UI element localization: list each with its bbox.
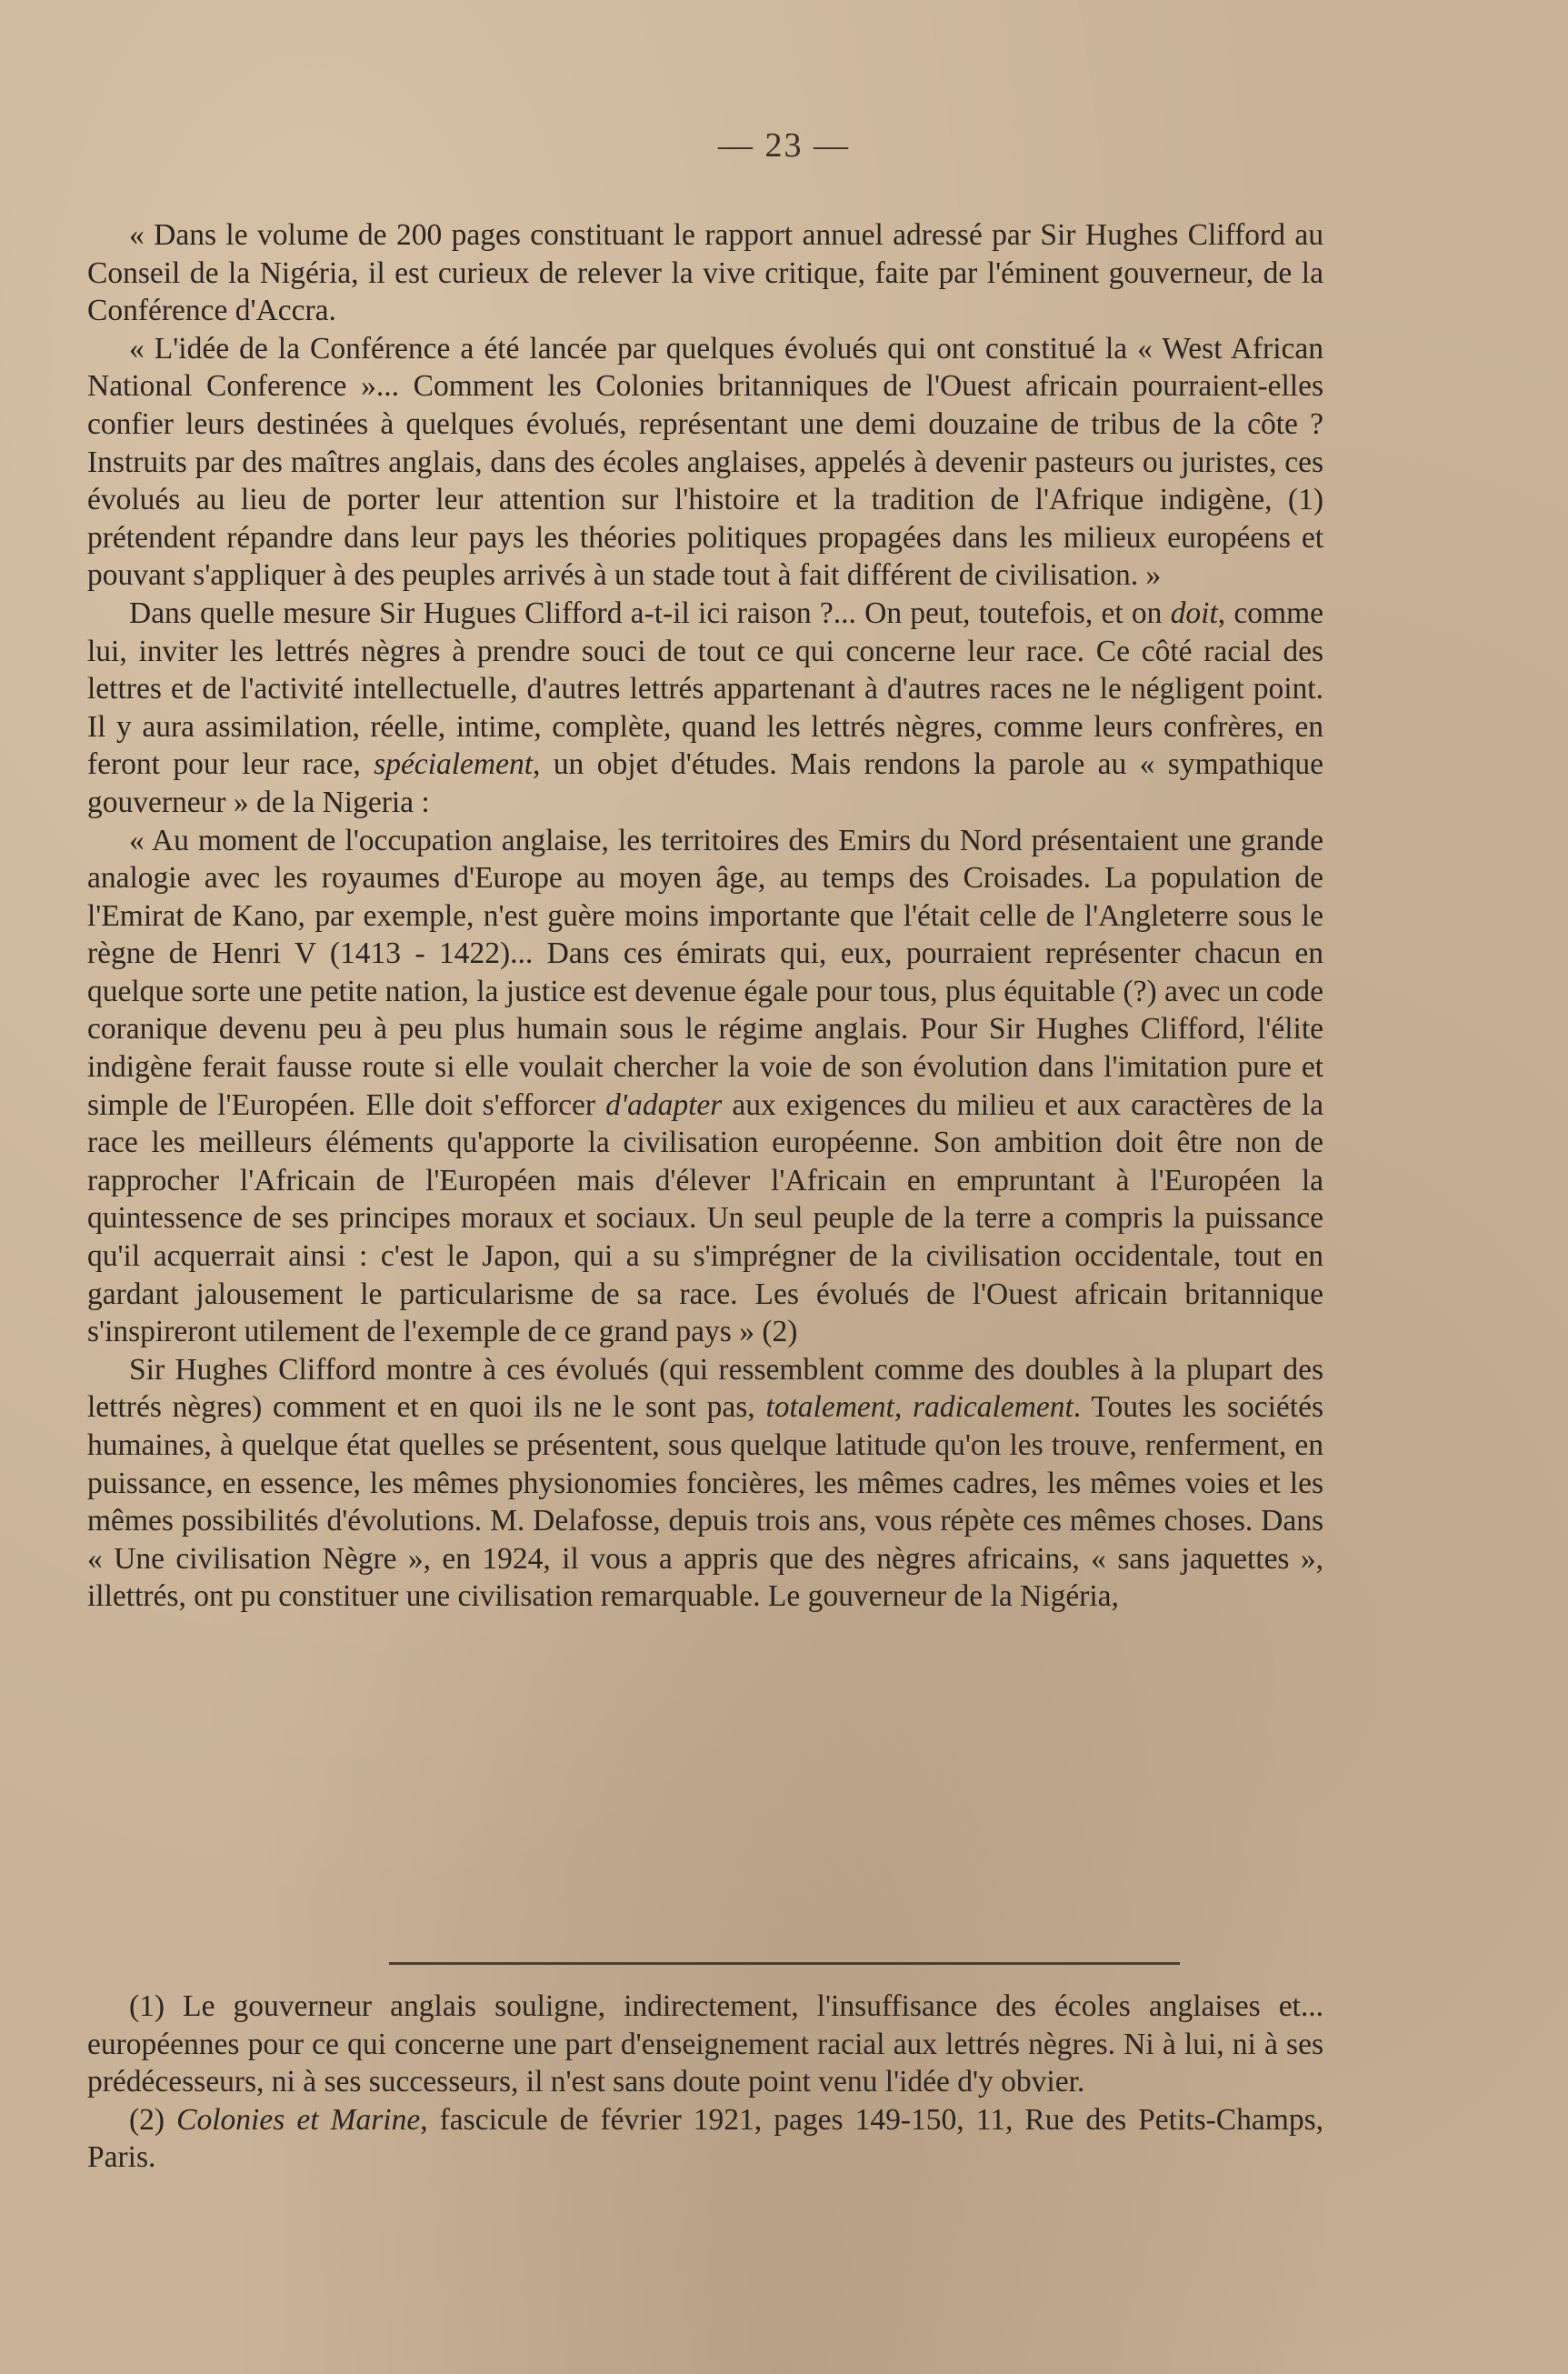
paragraph-delafosse	[87, 1351, 1323, 1616]
text-span: (2)	[129, 2102, 177, 2137]
footnotes	[87, 1988, 1323, 2177]
text-span: , fascicule de février 1921, pages 149-150, 11, Rue des Petits-Champs, Paris.	[87, 2102, 1323, 2175]
text-span: . Toutes les sociétés humaines, à quelque état quelles se présentent, sous quelque latitude qu'on les trouve, renferment, en puissance, en essence, les mêmes physionomies foncières, les mêmes cadres, les mêmes voies et les mêmes possibilités d'évolutions. M. Delafosse, depuis trois ans, vous répète ces mêmes choses. Dans « Une civilisation Nègre », en 1924, il vous a appris que des nègres africains, « sans jaquettes », illettrés, ont pu constituer une civilisation remarquable. Le gouverneur de la Nigéria,	[87, 1390, 1324, 1614]
emphasis: spécialement	[374, 747, 534, 782]
text-span: « Au moment de l'occupation anglaise, les territoires des Emirs du Nord présentaient une grande analogie avec les royaumes d'Europe au moyen âge, au temps des Croisades. La population de l'Emirat de Kano, par exemple, n'est guère moins importante que l'était celle de l'Angleterre sous le règne de Henri V (1413 - 1422)... Dans ces émirats qui, eux, pourraient représenter chacun en quelque sorte une petite nation, la justice est devenue égale pour tous, plus équitable (?) avec un code coranique devenu peu à peu plus humain sous le régime anglais. Pour Sir Hughes Clifford, l'élite indigène ferait fausse route si elle voulait chercher la voie de son évolution dans l'imitation pure et simple de l'Européen. Elle doit s'efforcer	[87, 823, 1323, 1122]
main-text	[87, 216, 1323, 1616]
footnote-divider	[389, 1962, 1180, 1965]
emphasis: d'adapter	[605, 1087, 723, 1122]
paragraph-conference-quote: « L'idée de la Conférence a été lancée par quelques évolués qui ont constitué la « West African National Conference »... Comment les Colonies britanniques de l'Ouest africain pourraient-elles confier leurs destinées à quelques évolués, représentant une demi douzaine de tribus de la côte ? Instruits par des maîtres anglais, dans des écoles anglaises, appelés à devenir pasteurs ou juristes, ces évolués au lieu de porter leur attention sur l'histoire et la tradition de l'Afrique indigène, (1) prétendent répandre dans leur pays les théories politiques propagées dans les milieux européens et pouvant s'appliquer à des peuples arrivés à un stade tout à fait différent de civilisation. »	[87, 331, 1323, 593]
emphasis: Colonies et Marine	[176, 2102, 421, 2137]
text-span: Dans quelle mesure Sir Hugues Clifford a-t-il ici raison ?... On peut, toutefois, et on	[129, 596, 1171, 630]
text-span: Sir Hughes Clifford montre à ces évolués (qui ressemblent comme des doubles à la plupart des lettrés nègres) comment et en quoi ils ne le sont pas,	[87, 1352, 1323, 1425]
footnote-2	[87, 2101, 1323, 2177]
paragraph-author-commentary	[87, 595, 1323, 822]
text-span: , un objet d'études. Mais rendons la parole au « sympathique gouverneur » de la Nigeria :	[87, 747, 1323, 819]
page-number: — 23 —	[718, 126, 850, 165]
emphasis: doit	[1170, 596, 1218, 630]
emphasis: totalement, radicalement	[765, 1390, 1074, 1425]
text-span: , comme lui, inviter les lettrés nègres à prendre souci de tout ce qui concerne leur race. Ce côté racial des lettres et de l'activité intellectuelle, d'autres lettrés appartenant à d'autres races ne le négligent point. Il y aura assimilation, réelle, intime, complète, quand les lettrés nègres, comme leurs confrères, en feront pour leur race,	[87, 596, 1323, 782]
footnote-1: (1) Le gouverneur anglais souligne, indirectement, l'insuffisance des écoles anglaises et... européennes pour ce qui concerne une part d'enseignement racial aux lettrés nègres. Ni à lui, ni à ses prédécesseurs, ni à ses successeurs, il n'est sans doute point venu l'idée d'y obvier.	[87, 1989, 1323, 2099]
paragraph-emirates-quote	[87, 822, 1323, 1351]
paragraph-clifford-report: « Dans le volume de 200 pages constituant le rapport annuel adressé par Sir Hughes Clifford au Conseil de la Nigéria, il est curieux de relever la vive critique, faite par l'éminent gouverneur, de la Conférence d'Accra.	[87, 218, 1323, 328]
text-span: aux exigences du milieu et aux caractères de la race les meilleurs éléments qu'apporte la civilisation européenne. Son ambition doit être non de rapprocher l'Africain de l'Européen mais d'élever l'Africain en empruntant à l'Européen la quintessence de ses principes moraux et sociaux. Un seul peuple de la terre a compris la puissance qu'il acquerrait ainsi : c'est le Japon, qui a su s'imprégner de la civilisation occidentale, tout en gardant jalousement le particularisme de sa race. Les évolués de l'Ouest africain britannique s'inspireront utilement de l'exemple de ce grand pays » (2)	[87, 1087, 1324, 1349]
